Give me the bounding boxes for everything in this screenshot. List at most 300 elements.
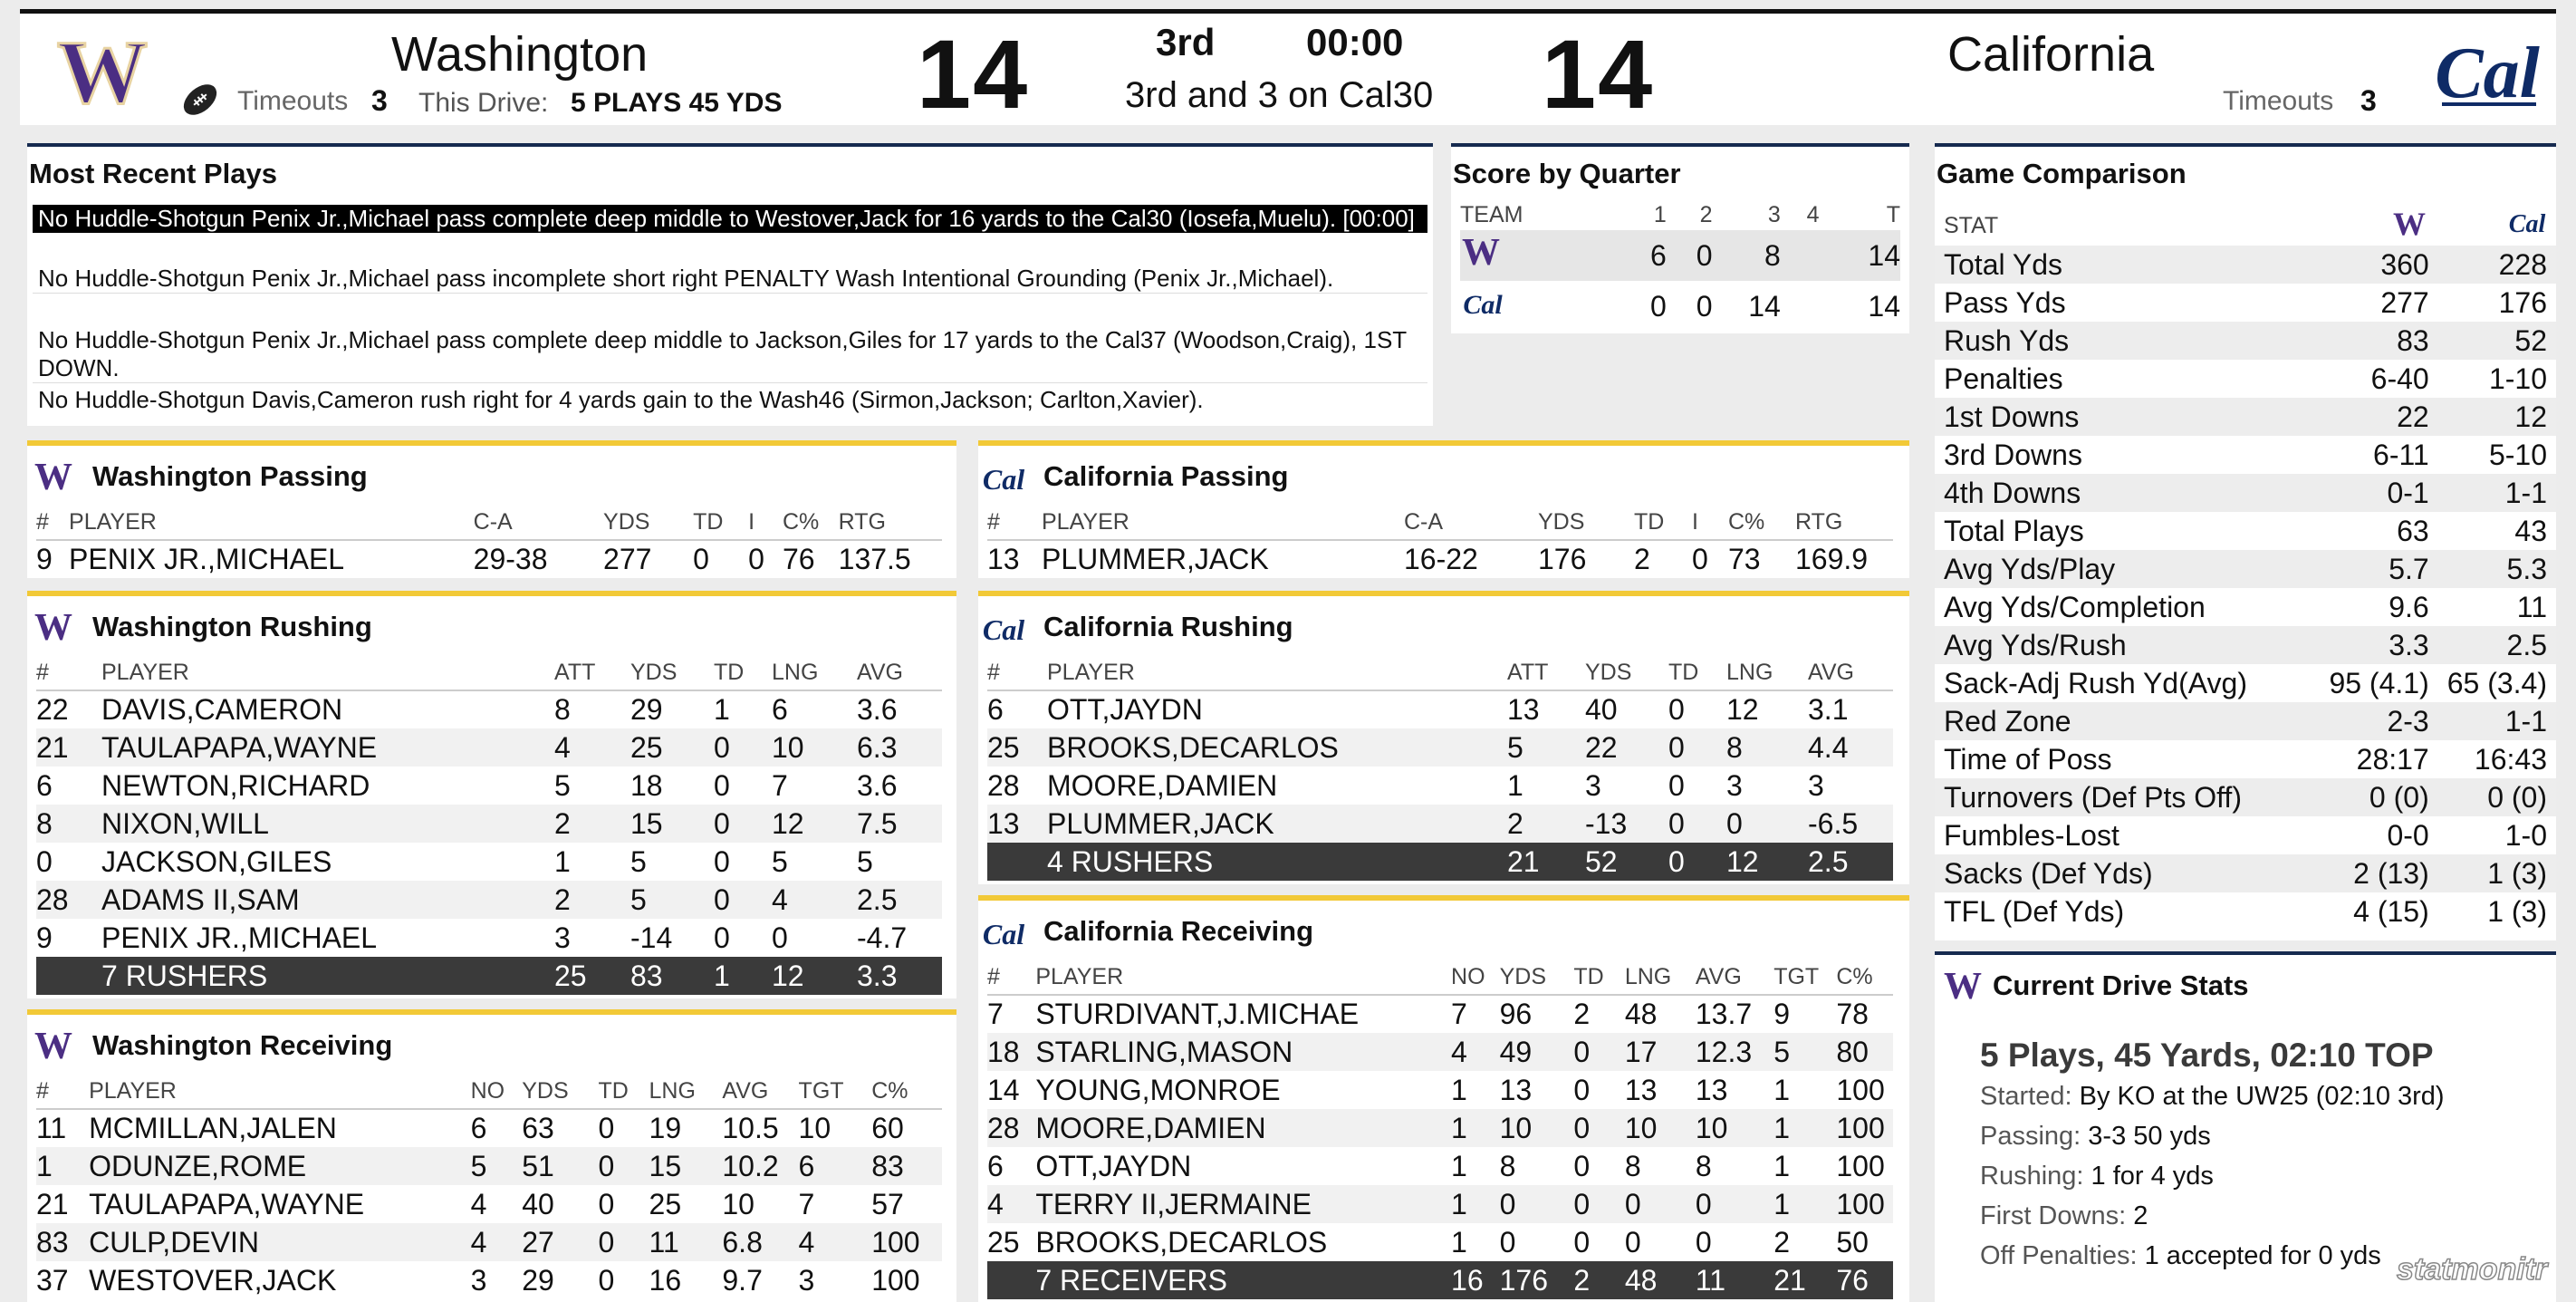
stat-cell: 10 (772, 728, 857, 767)
comparison-row (1935, 778, 2556, 816)
stat-cell: 5 (1773, 1033, 1836, 1071)
col-header: AVG (857, 656, 942, 690)
quarter-score: 0 (1649, 289, 1667, 323)
col-header: T (1886, 201, 1900, 227)
stat-cell: 5 (1507, 728, 1585, 767)
stat-name: Avg Yds/Rush (1935, 626, 2320, 664)
svg-text:Cal: Cal (2435, 34, 2540, 113)
stat-cell: 13 (1624, 1073, 1658, 1106)
stat-cell: 10 (1696, 1109, 1773, 1147)
col-header: TGT (1773, 960, 1836, 995)
stat-cell: 0 (1573, 1225, 1591, 1259)
stat-cell: 7 (1451, 998, 1467, 1030)
washington-value: 9.6 (2389, 590, 2429, 623)
california-logo (978, 915, 1029, 951)
player-name: OTT,JAYDN (1047, 693, 1203, 726)
play-item[interactable]: No Huddle-Shotgun Penix Jr.,Michael pass complete deep middle to Jackson,Giles for 17 yards to the Cal37 (Woodson,Craig), 1ST DOWN. (33, 326, 1427, 383)
california-value: 1-0 (2504, 818, 2547, 852)
jersey-number (987, 1261, 1035, 1299)
player-row[interactable] (987, 1147, 1893, 1185)
stat-name: Turnovers (Def Pts Off) (1935, 778, 2320, 816)
recent-plays-title: Most Recent Plays (29, 158, 277, 189)
stat-cell: 12 (1726, 693, 1759, 726)
washington-rushing-table (36, 656, 942, 995)
california-logo (978, 611, 1029, 647)
player-name: JACKSON,GILES (101, 844, 332, 878)
stat-cell: -6.5 (1808, 805, 1893, 843)
current-drive-title: Current Drive Stats (1993, 969, 2249, 1001)
player-name: PLUMMER,JACK (1047, 805, 1507, 843)
player-name: TAULAPAPA,WAYNE (101, 728, 554, 767)
player-row[interactable] (987, 1109, 1893, 1147)
football-icon (179, 79, 221, 121)
washington-logo (33, 1027, 74, 1064)
stat-cell: 3 (798, 1263, 815, 1297)
stat-cell: 12 (1726, 843, 1808, 881)
stat-cell: 49 (1500, 1033, 1574, 1071)
player-name: BROOKS,DECARLOS (1047, 728, 1507, 767)
stat-cell: 50 (1836, 1225, 1869, 1259)
stat-cell: 10 (798, 1112, 831, 1144)
stat-cell: 2 (554, 805, 630, 843)
stat-cell: 4 (471, 1223, 523, 1261)
stat-cell: 76 (1836, 1261, 1893, 1299)
col-header: YDS (522, 1075, 598, 1109)
stat-name: Penalties (1944, 362, 2063, 395)
stat-cell: 0 (598, 1147, 649, 1185)
stat-cell: 80 (1836, 1033, 1893, 1071)
stat-name: 4th Downs (1935, 474, 2320, 512)
col-header: C% (783, 506, 839, 540)
stat-cell: 5 (471, 1147, 523, 1185)
stat-cell: 100 (871, 1263, 920, 1297)
player-row[interactable] (36, 767, 942, 805)
player-row[interactable] (36, 728, 942, 767)
jersey-number: 28 (36, 881, 101, 919)
col-header: TD (1573, 960, 1625, 995)
california-value: 1-1 (2438, 702, 2556, 740)
team-logo-cell (1460, 281, 1617, 332)
stat-cell: 16 (1451, 1261, 1500, 1299)
jersey-number: 9 (36, 921, 53, 954)
total-score: 14 (1868, 289, 1900, 323)
california-receiving-panel (978, 895, 1909, 1302)
stat-cell: 12 (772, 805, 857, 843)
stat-cell: 0 (693, 543, 709, 575)
comparison-row (1935, 360, 2556, 398)
player-name: MOORE,DAMIEN (1047, 768, 1278, 802)
jersey-number: 8 (36, 805, 101, 843)
stat-cell: 9.7 (722, 1263, 763, 1297)
stat-cell: 0 (1668, 768, 1685, 802)
california-value: 43 (2514, 514, 2547, 547)
stat-cell: 13 (1507, 693, 1540, 726)
stat-cell: 100 (1836, 1185, 1893, 1223)
player-name: STURDIVANT,J.MICHAE (1035, 998, 1360, 1030)
quarter-score: 8 (1713, 230, 1781, 281)
stat-cell: 16 (649, 1263, 682, 1297)
col-header: 2 (1699, 201, 1713, 227)
player-row[interactable] (987, 1071, 1893, 1109)
stat-cell: 3 (470, 1263, 487, 1297)
stat-cell: 21 (1773, 1261, 1836, 1299)
player-row[interactable] (36, 919, 942, 957)
drive-rushing: Rushing: 1 for 4 yds (1980, 1162, 2214, 1191)
player-row[interactable] (36, 1261, 942, 1299)
stat-cell: 2 (1573, 1261, 1625, 1299)
stat-cell: 7.5 (857, 805, 942, 843)
stat-cell: 3.1 (1808, 693, 1849, 726)
stat-cell: 7 (772, 768, 788, 802)
player-row[interactable] (987, 1185, 1893, 1223)
stat-cell: 5 (630, 881, 714, 919)
player-row[interactable] (36, 805, 942, 843)
stat-cell: 0 (1668, 805, 1726, 843)
stat-cell: 51 (522, 1147, 598, 1185)
stat-cell: 12 (772, 957, 857, 995)
play-item[interactable]: No Huddle-Shotgun Davis,Cameron rush right for 4 yards gain to the Wash46 (Sirmon,Jackson; Carlton,Xavier). (38, 386, 1204, 413)
quarter-score: 14 (1748, 289, 1781, 323)
stat-cell: 13 (1695, 1073, 1728, 1106)
player-row[interactable] (987, 540, 1893, 578)
california-value: 1 (3) (2487, 894, 2547, 928)
stat-cell: 176 (1500, 1261, 1574, 1299)
player-row[interactable] (36, 881, 942, 919)
player-name: CULP,DEVIN (89, 1223, 471, 1261)
col-header: C% (1836, 960, 1893, 995)
game-clock: 00:00 (1306, 21, 1404, 63)
col-header: NO (471, 1075, 523, 1109)
svg-text:W: W (1944, 968, 1982, 1004)
jersey-number: 25 (987, 1225, 1020, 1259)
player-row[interactable] (36, 843, 942, 881)
col-header: PLAYER (101, 656, 554, 690)
col-header: # (36, 1075, 89, 1109)
comparison-row (1935, 246, 2556, 284)
stat-cell: 25 (630, 728, 714, 767)
stat-cell: 0 (1625, 1185, 1696, 1223)
drive-passing: Passing: 3-3 50 yds (1980, 1122, 2211, 1151)
washington-receiving-panel (27, 1009, 956, 1302)
quarter-score: 6 (1617, 230, 1667, 281)
player-name: YOUNG,MONROE (1035, 1073, 1281, 1106)
player-row[interactable] (987, 767, 1893, 805)
california-logo (978, 460, 1029, 497)
comparison-row (1935, 550, 2556, 588)
col-header: C-A (1404, 506, 1538, 540)
stat-cell: -13 (1585, 805, 1668, 843)
stat-cell: 29-38 (473, 543, 548, 575)
stat-cell: 2 (1773, 1225, 1791, 1259)
home-team-name: Washington (391, 27, 649, 82)
col-header: LNG (649, 1075, 723, 1109)
stat-cell: 3.6 (857, 768, 898, 802)
washington-logo (33, 609, 74, 645)
stat-name: Rush Yds (1935, 322, 2320, 360)
stat-cell: 0 (1573, 1185, 1625, 1223)
col-header: LNG (1726, 656, 1808, 690)
stat-cell: 11 (649, 1223, 723, 1261)
california-logo (2504, 207, 2547, 239)
washington-passing-title: Washington Passing (92, 460, 368, 492)
svg-text:W: W (57, 28, 148, 115)
stat-cell: 0 (1500, 1185, 1574, 1223)
recent-plays-panel (27, 143, 1433, 426)
california-value: 11 (2516, 590, 2547, 623)
player-row[interactable] (36, 540, 942, 578)
player-row[interactable] (987, 728, 1893, 767)
col-header: PLAYER (69, 506, 474, 540)
col-header: PLAYER (1035, 960, 1451, 995)
stat-cell: 137.5 (838, 543, 911, 575)
washington-value: 360 (2320, 246, 2437, 284)
jersey-number: 9 (36, 543, 53, 575)
stat-cell: 0 (1696, 1185, 1773, 1223)
stat-cell: 5 (554, 768, 571, 802)
washington-logo (1942, 968, 1984, 1004)
away-score: 14 (1542, 19, 1655, 129)
washington-value: 95 (4.1) (2329, 666, 2429, 699)
svg-text:W: W (34, 609, 72, 645)
california-value: 2.5 (2438, 626, 2556, 664)
stat-cell: 100 (1836, 1073, 1885, 1106)
svg-text:W: W (34, 458, 72, 495)
quarter-score (1781, 230, 1820, 281)
player-row[interactable] (36, 1223, 942, 1261)
stat-name: Fumbles-Lost (1944, 818, 2119, 852)
washington-value: 277 (2380, 285, 2429, 319)
stat-cell: 76 (782, 543, 815, 575)
stat-cell: 6.3 (857, 728, 942, 767)
stat-name: Red Zone (1935, 702, 2320, 740)
jersey-number: 11 (36, 1112, 67, 1144)
washington-value: 0-1 (2320, 474, 2437, 512)
stat-cell: 1 (714, 693, 730, 726)
california-value: 176 (2498, 285, 2547, 319)
washington-value: 83 (2320, 322, 2437, 360)
col-header: YDS (603, 506, 693, 540)
comparison-row (1935, 854, 2556, 892)
jersey-number: 18 (987, 1033, 1035, 1071)
stat-cell: 22 (1585, 728, 1668, 767)
stat-cell: 0 (598, 1112, 615, 1144)
stat-cell: 0 (1692, 543, 1708, 575)
player-row[interactable] (987, 690, 1893, 728)
stat-cell: 5 (772, 844, 788, 878)
player-name: BROOKS,DECARLOS (1035, 1225, 1328, 1259)
stat-cell: 78 (1836, 998, 1869, 1030)
col-header: LNG (1625, 960, 1696, 995)
washington-logo (2389, 207, 2429, 239)
stat-cell: 8 (1695, 1149, 1712, 1182)
player-row[interactable] (987, 1223, 1893, 1261)
stat-cell: 0 (772, 921, 788, 954)
comparison-row (1935, 284, 2556, 322)
total-score: 14 (1819, 230, 1900, 281)
stat-name: 1st Downs (1935, 398, 2320, 436)
play-item[interactable]: No Huddle-Shotgun Penix Jr.,Michael pass complete deep middle to Westover,Jack for 16 yards to the Cal30 (Iosefa,Muelu). [00:00] (33, 205, 1427, 233)
comparison-row (1935, 740, 2556, 778)
stat-cell: 19 (649, 1112, 682, 1144)
player-name: TERRY II,JERMAINE (1035, 1185, 1451, 1223)
stat-cell: 0 (1668, 693, 1685, 726)
col-header: 1 (1653, 201, 1667, 227)
jersey-number (987, 843, 1047, 881)
washington-value: 22 (2320, 398, 2437, 436)
away-team-name: California (1947, 27, 2155, 82)
comparison-row (1935, 664, 2556, 702)
player-row[interactable] (987, 995, 1893, 1033)
california-value: 52 (2438, 322, 2556, 360)
stat-cell: 27 (522, 1223, 598, 1261)
player-name: OTT,JAYDN (1035, 1149, 1192, 1182)
jersey-number: 6 (36, 768, 53, 802)
stat-cell: 3 (1726, 768, 1743, 802)
svg-text:W: W (34, 1027, 72, 1064)
player-name: 7 RECEIVERS (1035, 1261, 1451, 1299)
player-name: WESTOVER,JACK (89, 1263, 337, 1297)
col-header: TD (1634, 506, 1692, 540)
stat-cell: 2 (554, 881, 630, 919)
col-header: TD (693, 506, 748, 540)
stat-cell: 10 (1625, 1109, 1696, 1147)
stat-cell: 1 (554, 844, 571, 878)
washington-value: 6-11 (2373, 438, 2429, 471)
stat-cell: 0 (1668, 843, 1726, 881)
stat-cell: 0 (714, 844, 730, 878)
california-receiving-title: California Receiving (1043, 915, 1314, 947)
player-row[interactable] (36, 1185, 942, 1223)
col-header: PLAYER (1042, 506, 1404, 540)
col-header: NO (1451, 960, 1500, 995)
player-row[interactable] (987, 1033, 1893, 1071)
game-comparison-title: Game Comparison (1937, 158, 2187, 189)
player-row[interactable] (36, 1147, 942, 1185)
california-value: 65 (3.4) (2446, 666, 2547, 699)
svg-text:W: W (2392, 207, 2426, 239)
svg-text:Cal: Cal (982, 918, 1025, 950)
jersey-number: 13 (987, 805, 1047, 843)
player-name: PENIX JR.,MICHAEL (69, 543, 345, 575)
stat-name: TFL (Def Yds) (1944, 894, 2125, 928)
stat-cell: 3.6 (857, 693, 898, 726)
stat-cell: 10 (1500, 1109, 1574, 1147)
col-header: ATT (554, 656, 630, 690)
player-row[interactable] (987, 805, 1893, 843)
stat-cell: 29 (522, 1263, 554, 1297)
stat-cell: 3 (1808, 768, 1824, 802)
jersey-number: 6 (987, 693, 1004, 726)
stat-cell: 48 (1624, 998, 1658, 1030)
player-name: MCMILLAN,JALEN (89, 1112, 337, 1144)
col-header: PLAYER (89, 1075, 471, 1109)
california-value: 5-10 (2488, 438, 2547, 471)
stat-cell: 0 (1499, 1225, 1516, 1259)
stat-cell: 0 (1624, 1225, 1641, 1259)
stat-cell: 6.8 (722, 1223, 798, 1261)
current-drive-panel (1935, 951, 2556, 1302)
stat-cell: 2.5 (1808, 843, 1893, 881)
stat-cell: 4 (470, 1187, 487, 1220)
col-header: TGT (799, 1075, 872, 1109)
comparison-row (1935, 702, 2556, 740)
drive-penalties: Off Penalties: 1 accepted for 0 yds (1980, 1241, 2381, 1270)
washington-value: 2 (13) (2320, 854, 2437, 892)
stat-cell: 0 (598, 1187, 615, 1220)
jersey-number: 13 (987, 543, 1020, 575)
stat-cell: 6 (470, 1112, 487, 1144)
stat-cell: 8 (1499, 1149, 1516, 1182)
player-name: NIXON,WILL (101, 805, 554, 843)
score-by-quarter-panel (1451, 143, 1909, 333)
col-header: TD (598, 1075, 649, 1109)
california-receiving-table (987, 960, 1893, 1299)
col-header: YDS (1585, 656, 1668, 690)
stat-header: STAT (1944, 213, 1999, 238)
stat-cell: 0 (714, 768, 730, 802)
stat-cell: 100 (871, 1223, 942, 1261)
stat-cell: 48 (1625, 1261, 1696, 1299)
stat-cell: 16-22 (1404, 543, 1478, 575)
jersey-number: 22 (36, 693, 69, 726)
stat-cell: 13.7 (1695, 998, 1753, 1030)
stat-cell: 1 (1507, 768, 1523, 802)
stat-cell: 10.5 (722, 1112, 779, 1144)
col-header: C% (871, 1075, 942, 1109)
washington-value: 5.7 (2320, 550, 2437, 588)
stat-cell: 2 (1507, 805, 1585, 843)
stat-cell: 11 (1696, 1261, 1773, 1299)
player-row[interactable] (36, 690, 942, 728)
stat-cell: 21 (1507, 843, 1585, 881)
jersey-number: 0 (36, 844, 53, 878)
stat-name: Total Plays (1944, 514, 2084, 547)
california-passing-table (987, 506, 1893, 578)
stat-cell: 8 (1726, 728, 1808, 767)
col-header: # (987, 656, 1047, 690)
comparison-row (1935, 398, 2556, 436)
stat-cell: 4 (554, 728, 630, 767)
stat-cell: 0 (714, 728, 772, 767)
stat-cell: 100 (1836, 1149, 1885, 1182)
quarter: 3rd (1156, 21, 1216, 63)
stat-cell: 0 (714, 881, 772, 919)
jersey-number: 7 (987, 998, 1004, 1030)
california-value: 1-1 (2438, 474, 2556, 512)
away-timeouts-value: 3 (2360, 84, 2377, 117)
player-row[interactable] (36, 1109, 942, 1147)
stat-cell: 63 (522, 1112, 554, 1144)
california-value: 16:43 (2474, 742, 2547, 776)
stat-name: Time of Poss (1944, 742, 2112, 776)
jersey-number: 28 (987, 768, 1020, 802)
col-header: RTG (1795, 506, 1893, 540)
stat-cell: 1 (1773, 1109, 1836, 1147)
washington-value: 2-3 (2320, 702, 2437, 740)
stat-cell: 0 (598, 1263, 615, 1297)
col-header: YDS (1538, 506, 1634, 540)
stat-cell: 40 (1585, 693, 1618, 726)
stat-cell: 2 (1573, 998, 1591, 1030)
jersey-number: 28 (987, 1109, 1035, 1147)
comparison-row (1935, 322, 2556, 360)
col-header: TEAM (1460, 201, 1523, 227)
player-name: ODUNZE,ROME (89, 1147, 471, 1185)
col-header: 4 (1806, 201, 1820, 227)
stat-cell: 18 (630, 768, 663, 802)
play-item[interactable]: No Huddle-Shotgun Penix Jr.,Michael pass incomplete short right PENALTY Wash Intentional Grounding (Penix Jr.,Michael). (33, 265, 1427, 294)
california-logo (1460, 285, 1505, 321)
